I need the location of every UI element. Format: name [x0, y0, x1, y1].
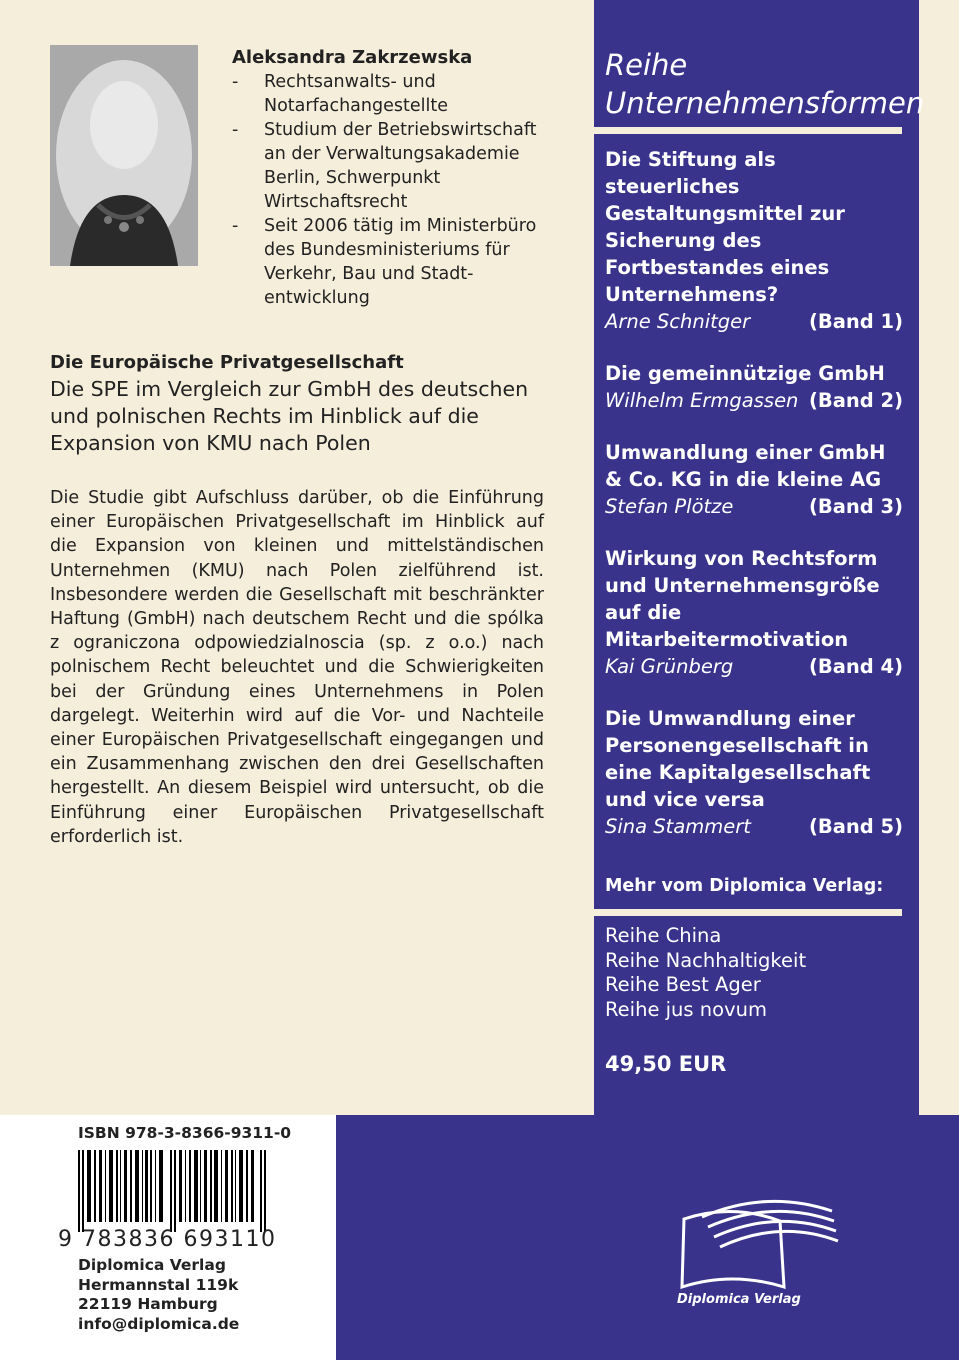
more-series-item: Reihe Nachhaltigkeit [605, 948, 807, 972]
series-book [605, 545, 903, 680]
series-book-author: Sina Stammert [605, 815, 751, 838]
more-series-item: Reihe China [605, 924, 722, 947]
series-book-band: (Band 5) [808, 815, 903, 838]
more-series-item: Reihe jus novum [605, 997, 767, 1021]
publisher-street: Hermannstal 119k [78, 1275, 239, 1294]
series-book-title: Die Stiftung als steuerliches Gestaltungsmittel zur Sicherung des Fortbestandes eines Unternehmens? [605, 148, 845, 306]
bio-dash: - [232, 72, 239, 92]
series-book [605, 439, 903, 520]
publisher-city: 22119 Hamburg [78, 1295, 218, 1314]
series-book-author: Arne Schnitger [605, 310, 751, 333]
more-series-item: Reihe Best Ager [605, 973, 761, 996]
barcode-digits: 9 783836 693110 [58, 1227, 277, 1252]
author-bio-list [232, 70, 552, 310]
book-subtitle: Die SPE im Vergleich zur GmbH des deutschen und polnischen Rechts im Hinblick auf die Expansion von KMU nach Polen [50, 377, 529, 455]
series-book-author: Wilhelm Ermgassen [605, 389, 799, 412]
bio-item: - Rechtsanwalts- und Notarfachangestellte [232, 72, 448, 116]
series-book [605, 146, 903, 335]
bio-dash: - [232, 216, 239, 236]
author-photo [50, 45, 198, 266]
book-title: Die Europäische Privatgesellschaft [50, 352, 404, 373]
publisher-name: Diplomica Verlag [78, 1256, 226, 1274]
bio-item: - Studium der Betriebswirtschaft an der Verwaltungsakademie Berlin, Schwerpunkt Wirtschaftsrecht [232, 120, 537, 212]
more-heading: Mehr vom Diplomica Verlag: [605, 876, 884, 896]
series-book-title: Die gemeinnützige GmbH [605, 362, 885, 385]
cream-strip [919, 0, 959, 1115]
author-name: Aleksandra Zakrzewska [232, 47, 473, 68]
series-book [605, 360, 903, 414]
logo-panel [336, 1115, 959, 1360]
publisher-address [78, 1256, 239, 1335]
series-book-band: (Band 3) [808, 495, 903, 518]
price: 49,50 EUR [605, 1052, 727, 1076]
series-book-author: Kai Grünberg [605, 655, 734, 678]
series-book-title: Umwandlung einer GmbH & Co. KG in die kleine AG [605, 441, 886, 491]
series-book-list [605, 146, 903, 865]
bio-item: - Seit 2006 tätig im Ministerbüro des Bundesministeriums für Verkehr, Bau und Stadt-entwicklung [232, 216, 537, 308]
book-title-block [50, 350, 550, 457]
more-series-list [605, 924, 806, 1022]
series-book-band: (Band 4) [808, 655, 903, 678]
series-book-author: Stefan Plötze [605, 495, 734, 518]
book-description: Die Studie gibt Aufschluss darüber, ob die Einführung einer Europäischen Privatgesellschaft im Hinblick auf die Expansion von kleinen und mittelständischen Unternehmen (KMU) nach Polen zielführend ist. Insbesondere werden die Gesellschaft mit beschränkter Haftung (GmbH) nach deutschem Recht und die spólka z ograniczona odpowiedzialnoscia (sp. z o.o.) nach polnischem Recht beleuchtet und die Schwierigkeiten bei der Gründung eines Unternehmens in Polen dargelegt. Weiterhin wird auf die Vor- und Nachteile einer Europäischen Privatgesellschaft eingegangen und ein Zusammenhang zwischen den drei Gesellschaften hergestellt. An diesem Beispiel wird untersucht, ob die Einführung einer Europäischen Privatgesellschaft erforderlich ist. [50, 488, 544, 847]
series-book-title: Wirkung von Rechtsform und Unternehmensgröße auf die Mitarbeitermotivation [605, 547, 880, 651]
isbn-label: ISBN 978-3-8366-9311-0 [78, 1124, 292, 1142]
series-book [605, 705, 903, 840]
series-title: Reihe Unternehmensformen [605, 48, 925, 120]
series-book-band: (Band 2) [808, 389, 903, 412]
publisher-email[interactable]: info@diplomica.de [78, 1315, 240, 1334]
more-divider [594, 909, 902, 916]
series-book-title: Die Umwandlung einer Personengesellschaft in eine Kapitalgesellschaft und vice versa [605, 707, 871, 811]
logo-text: Diplomica Verlag [677, 1292, 801, 1307]
series-divider [594, 127, 902, 134]
barcode [78, 1150, 268, 1232]
series-book-band: (Band 1) [808, 310, 903, 333]
bio-dash: - [232, 120, 239, 140]
